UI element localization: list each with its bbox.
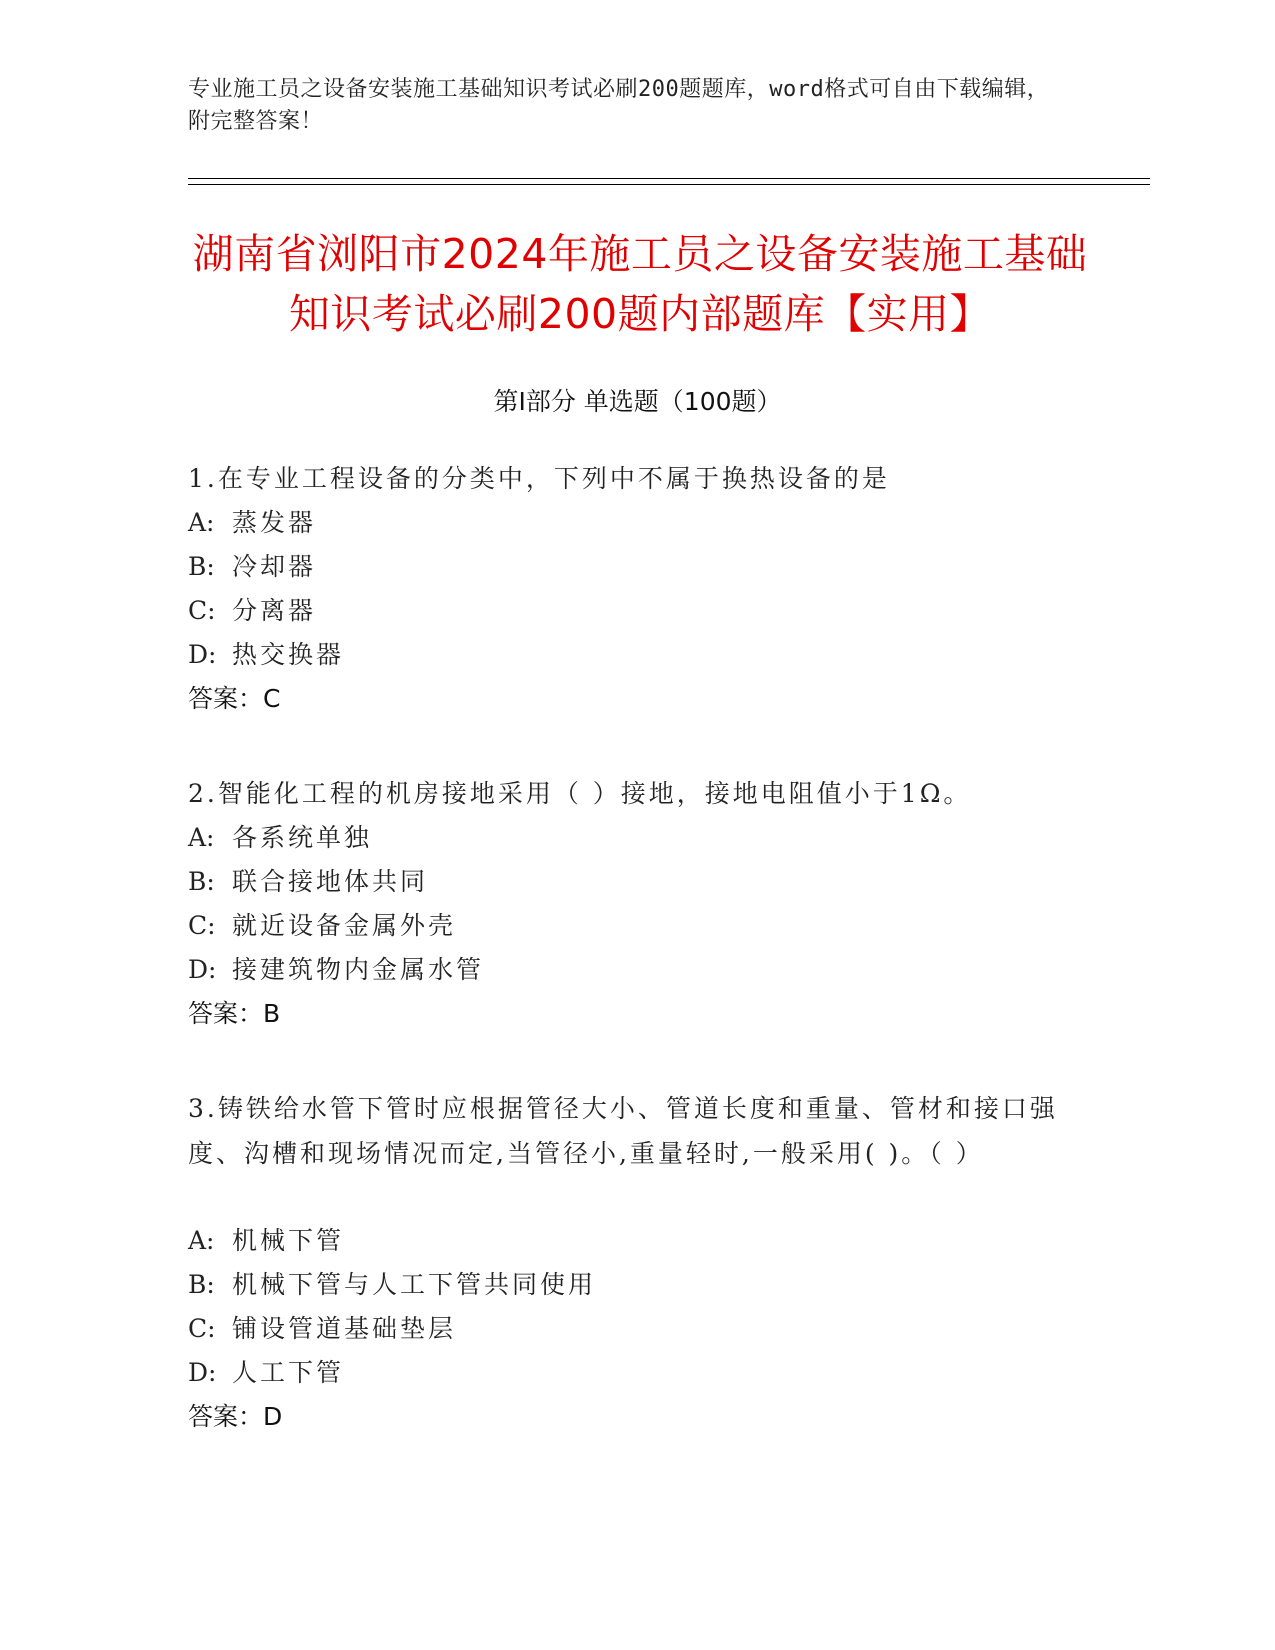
option-key: B: bbox=[188, 1270, 215, 1299]
option-key: C: bbox=[188, 596, 216, 625]
question-1-option-b bbox=[188, 544, 1068, 589]
question-3-option-a bbox=[188, 1218, 1068, 1263]
option-key: C: bbox=[188, 1314, 216, 1343]
answer-label: 答案： bbox=[188, 684, 264, 713]
question-2-option-d bbox=[188, 947, 1068, 992]
option-key: B: bbox=[188, 867, 215, 896]
option-text: 联合接地体共同 bbox=[232, 867, 429, 896]
option-key: D: bbox=[188, 640, 217, 669]
question-3-option-d bbox=[188, 1350, 1068, 1395]
section-title: 第I部分 单选题（100题） bbox=[493, 387, 782, 416]
question-3-option-c bbox=[188, 1306, 1068, 1351]
answer-value: C bbox=[263, 684, 281, 713]
option-key: D: bbox=[188, 955, 217, 984]
header-divider-top bbox=[188, 178, 1150, 179]
question-1-answer bbox=[188, 676, 280, 721]
option-key: B: bbox=[188, 552, 215, 581]
question-3-text: 3.铸铁给水管下管时应根据管径大小、管道长度和重量、管材和接口强度、沟槽和现场情况而定,当管径小,重量轻时,一般采用( )。（ ） bbox=[188, 1094, 1058, 1168]
document-title: 湖南省浏阳市2024年施工员之设备安装施工基础知识考试必刷200题内部题库【实用】 bbox=[192, 230, 1088, 338]
question-2-option-b bbox=[188, 859, 1068, 904]
question-3-answer bbox=[188, 1394, 282, 1439]
question-1-option-c bbox=[188, 588, 1068, 633]
option-key: A: bbox=[188, 508, 215, 537]
answer-value: B bbox=[263, 999, 281, 1028]
option-text: 铺设管道基础垫层 bbox=[232, 1314, 457, 1343]
question-1-text: 1.在专业工程设备的分类中，下列中不属于换热设备的是 bbox=[188, 464, 890, 493]
answer-label: 答案： bbox=[188, 999, 264, 1028]
option-text: 热交换器 bbox=[232, 640, 345, 669]
option-text: 分离器 bbox=[232, 596, 317, 625]
question-2-option-a bbox=[188, 815, 1068, 860]
question-2-answer bbox=[188, 991, 280, 1036]
option-text: 就近设备金属外壳 bbox=[232, 911, 457, 940]
option-key: A: bbox=[188, 823, 215, 852]
option-text: 各系统单独 bbox=[232, 823, 373, 852]
question-2-option-c bbox=[188, 903, 1068, 948]
question-2-text: 2.智能化工程的机房接地采用（ ）接地，接地电阻值小于1Ω。 bbox=[188, 779, 972, 808]
question-1-option-d bbox=[188, 632, 1068, 677]
question-3-option-b bbox=[188, 1262, 1068, 1307]
option-text: 人工下管 bbox=[232, 1358, 345, 1387]
answer-value: D bbox=[263, 1402, 283, 1431]
question-1-option-a bbox=[188, 500, 1068, 545]
option-key: A: bbox=[188, 1226, 215, 1255]
option-text: 冷却器 bbox=[232, 552, 317, 581]
option-text: 机械下管 bbox=[232, 1226, 345, 1255]
header-divider-bottom bbox=[188, 184, 1150, 185]
answer-label: 答案： bbox=[188, 1402, 264, 1431]
option-text: 接建筑物内金属水管 bbox=[232, 955, 485, 984]
option-key: D: bbox=[188, 1358, 217, 1387]
option-key: C: bbox=[188, 911, 216, 940]
header-note: 专业施工员之设备安装施工基础知识考试必刷200题题库，word格式可自由下载编辑，附完整答案！ bbox=[188, 77, 1050, 134]
option-text: 蒸发器 bbox=[232, 508, 317, 537]
option-text: 机械下管与人工下管共同使用 bbox=[232, 1270, 597, 1299]
